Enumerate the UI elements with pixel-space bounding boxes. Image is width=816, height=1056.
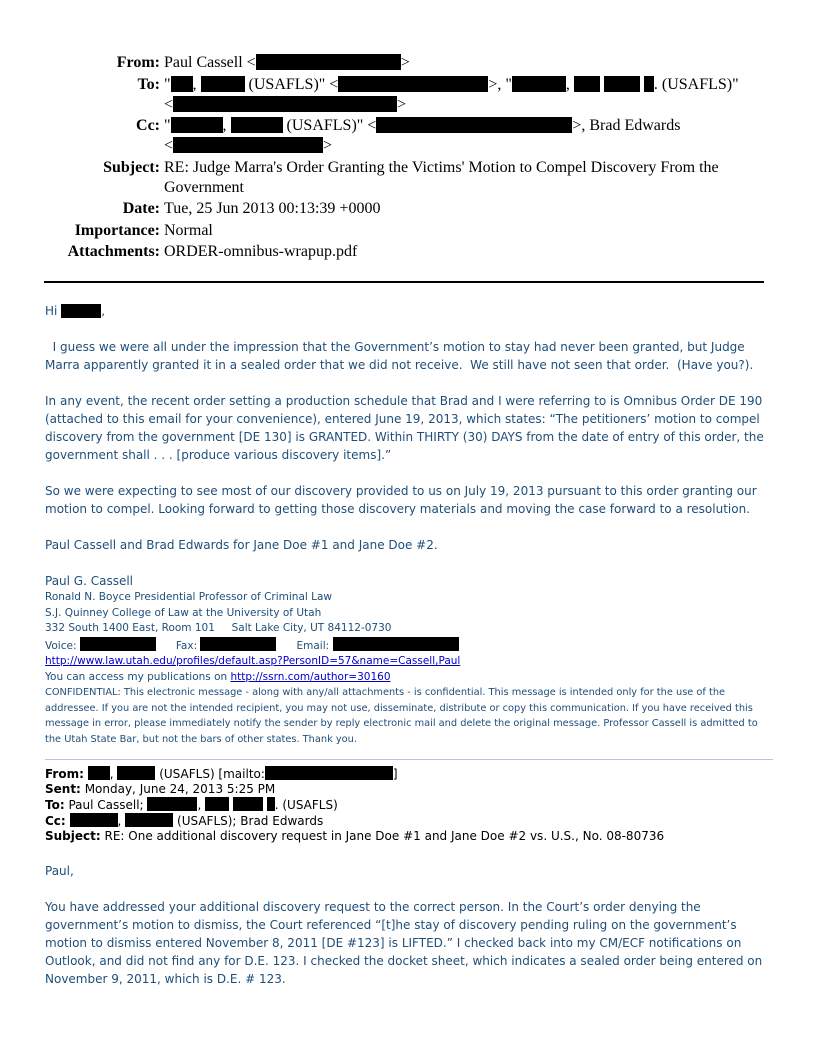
redaction bbox=[201, 76, 245, 92]
signature-address: 332 South 1400 East, Room 101 Salt Lake City, UT 84112-0730 bbox=[45, 622, 392, 634]
redaction bbox=[61, 304, 101, 318]
email-header bbox=[40, 53, 770, 264]
attachments-label: Attachments: bbox=[67, 243, 160, 260]
profile-link[interactable]: http://www.law.utah.edu/profiles/default.asp?PersonID=57&name=Cassell,Paul bbox=[45, 655, 461, 667]
quoted-paragraph: You have addressed your additional discovery request to the correct person. In the Court’s order denying the government’s motion to dismiss, the Court referenced “[t]he stay of discovery pending ruling on the government’s motion to dismiss entered November 8, 2011 [DE #123] is LIFTED.” I checked back into my CM/ECF notifications on Outlook, and did not find any for D.E. 123. I checked the docket sheet, which indicates a sealed order being entered on November 9, 2011, which is D.E. # 123. bbox=[45, 900, 763, 986]
confidentiality-notice: CONFIDENTIAL: This electronic message - along with any/all attachments - is confidential. This message is intended only for the use of the addressee. If you are not the intended recipient, you may not use, disseminate, distribute or copy this communication. If you have received this message in error, please immediately notify the sender by reply electronic mail and delete the original message. Professor Cassell is admitted to the Utah State Bar, but not the bars of other states. Thank you. bbox=[45, 687, 758, 745]
redaction bbox=[265, 766, 393, 780]
subject-text: RE: Judge Marra's Order Granting the Victims' Motion to Compel Discovery From the Government bbox=[164, 158, 719, 196]
quoted-from-row: From: , (USAFLS) [mailto: ] bbox=[45, 767, 398, 781]
body-paragraph: Paul Cassell and Brad Edwards for Jane Doe #1 and Jane Doe #2. bbox=[45, 538, 438, 552]
quoted-header bbox=[45, 766, 773, 844]
redaction bbox=[333, 637, 459, 651]
body-paragraph: I guess we were all under the impression that the Government’s motion to stay had never been granted, but Judge Marra apparently granted it in a sealed order that we did not receive. We still have not seen that order. (Have you?). bbox=[45, 340, 754, 372]
header-divider bbox=[44, 281, 764, 283]
body-paragraph: In any event, the recent order setting a production schedule that Brad and I were referring to is Omnibus Order DE 190 (attached to this email for your convenience), entered June 19, 2013, which states: “The petitioners’ motion to compel discovery from the government [DE 130] is GRANTED. Within THIRTY (30) DAYS from the date of entry of this order, the government shall . . . [produce various discovery items].” bbox=[45, 394, 764, 462]
signature-school: S.J. Quinney College of Law at the University of Utah bbox=[45, 606, 322, 619]
redaction bbox=[147, 797, 197, 811]
date-label: Date: bbox=[122, 200, 160, 217]
body-paragraph: So we were expecting to see most of our discovery provided to us on July 19, 2013 pursuant to this order granting our motion to compel. Looking forward to getting those discovery materials and moving the case forward to a resolution. bbox=[45, 484, 757, 516]
quoted-to-row: To: Paul Cassell; , . (USAFLS) bbox=[45, 798, 338, 812]
signature-name: Paul G. Cassell bbox=[45, 574, 134, 588]
redaction bbox=[171, 117, 223, 133]
importance-row bbox=[40, 221, 770, 241]
attachment-file[interactable]: ORDER-omnibus-wrapup.pdf bbox=[164, 243, 358, 260]
quoted-subject-row: Subject: RE: One additional discovery request in Jane Doe #1 and Jane Doe #2 vs. U.S., No. 08-80736 bbox=[45, 829, 665, 843]
quoted-greeting: Paul, bbox=[45, 864, 74, 878]
redaction bbox=[88, 766, 110, 780]
subject-label: Subject: bbox=[103, 158, 160, 176]
date-row bbox=[40, 199, 770, 219]
message-separator bbox=[45, 759, 773, 760]
signature-block: Ronald N. Boyce Presidential Professor of Criminal Law S.J. Quinney College of Law at the University of Utah 332 South 1400 East, Room 101 Salt Lake City, UT 84112-0730 Voice: Fax: Email: http://www.law.utah.edu/profiles/default.asp?PersonID=57&name=Cassell,Paul You can access my publications on http://ssrn.com/author=30160 CONFIDENTIAL: This electronic message - along with any/all attachments - is confidential. This message is intended only for the use of the addressee. If you are not the intended recipient, you may not use, disseminate, distribute or copy this communication. If you have received this message in error, please immediately notify the sender by reply electronic mail and delete the original message. Professor Cassell is admitted to the Utah State Bar, but not the bars of other states. Thank you. bbox=[45, 590, 773, 747]
cc-row: Cc: " , (USAFLS)" < >, Brad Edwards < > bbox=[40, 116, 770, 156]
greeting: Hi , bbox=[45, 304, 106, 318]
redaction bbox=[338, 76, 488, 92]
quoted-sent-row: Sent: Monday, June 24, 2013 5:25 PM bbox=[45, 782, 276, 796]
redaction bbox=[256, 54, 401, 70]
redaction bbox=[173, 137, 323, 153]
redaction bbox=[574, 76, 600, 92]
redaction bbox=[173, 96, 397, 112]
redaction bbox=[233, 797, 263, 811]
redaction bbox=[231, 117, 283, 133]
redaction bbox=[70, 813, 118, 827]
to-row: To: " , (USAFLS)" < >, " , . (USAFLS)" < > bbox=[40, 75, 770, 115]
redaction bbox=[267, 797, 275, 811]
from-label: From: bbox=[116, 54, 160, 71]
signature-title: Ronald N. Boyce Presidential Professor of Criminal Law bbox=[45, 591, 333, 603]
redaction bbox=[125, 813, 173, 827]
ssrn-link[interactable]: http://ssrn.com/author=30160 bbox=[230, 670, 391, 683]
email-body bbox=[45, 302, 773, 988]
redaction bbox=[171, 76, 193, 92]
signature-contact: Voice: Fax: Email: bbox=[45, 637, 773, 655]
from-name: Paul Cassell < bbox=[164, 54, 256, 71]
redaction bbox=[512, 76, 566, 92]
subject-row bbox=[40, 158, 770, 198]
date-text: Tue, 25 Jun 2013 00:13:39 +0000 bbox=[164, 200, 381, 217]
redaction bbox=[604, 76, 640, 92]
quoted-cc-row: Cc: , (USAFLS); Brad Edwards bbox=[45, 814, 324, 828]
to-label: To: bbox=[137, 75, 160, 93]
cc-label: Cc: bbox=[136, 117, 160, 134]
importance-text: Normal bbox=[164, 221, 213, 239]
importance-label: Importance: bbox=[74, 221, 160, 239]
redaction bbox=[80, 637, 156, 651]
attachments-row bbox=[40, 242, 770, 262]
from-row: From: Paul Cassell < > bbox=[40, 53, 770, 73]
redaction bbox=[117, 766, 155, 780]
redaction bbox=[376, 117, 572, 133]
redaction bbox=[644, 76, 654, 92]
redaction bbox=[200, 637, 276, 651]
redaction bbox=[205, 797, 229, 811]
